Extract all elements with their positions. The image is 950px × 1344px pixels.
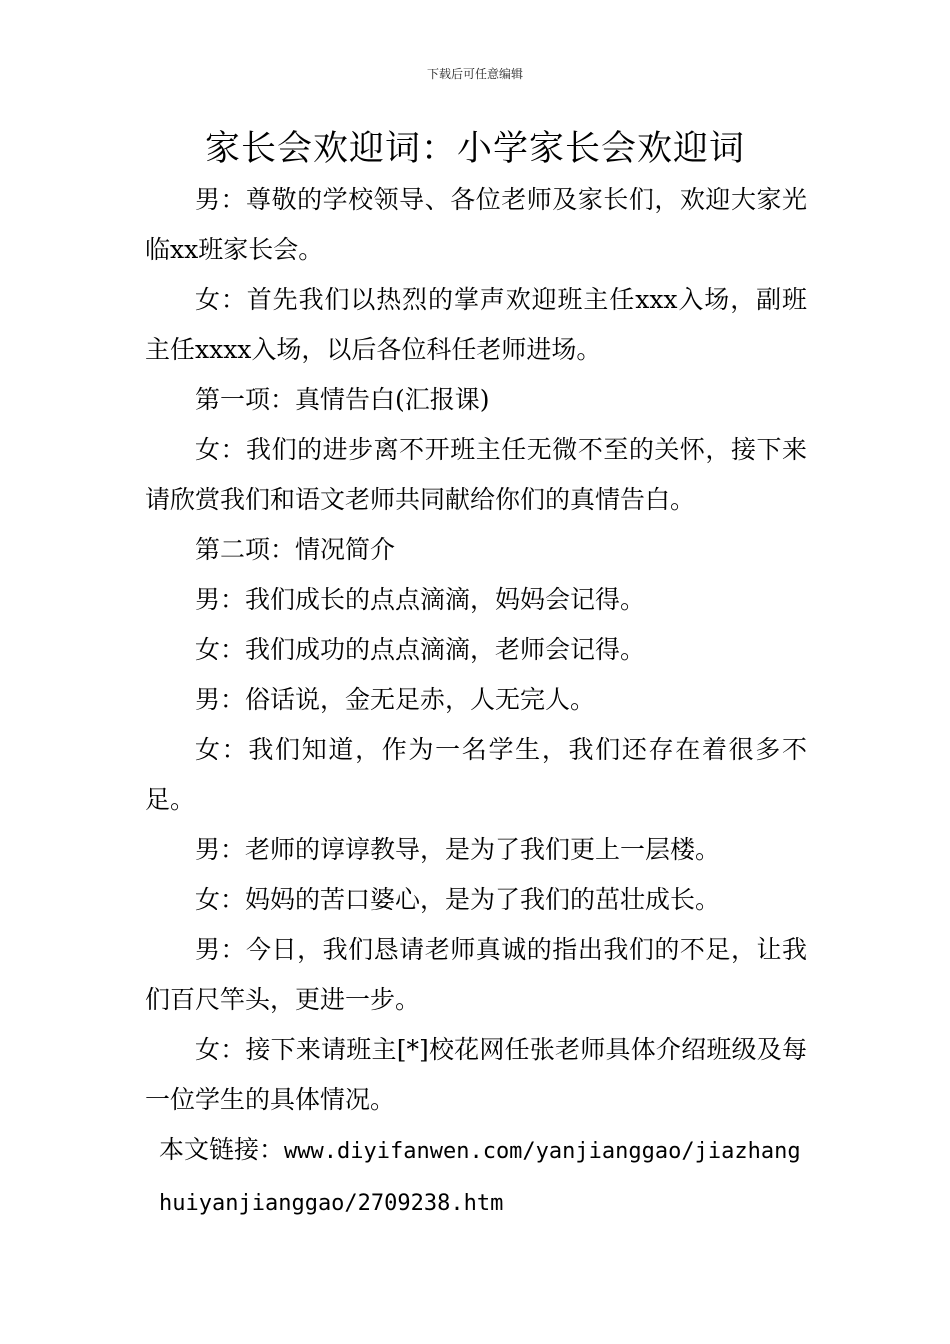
paragraph: 男：尊敬的学校领导、各位老师及家长们，欢迎大家光临xx班家长会。 [145, 185, 807, 264]
paragraph: 男：今日，我们恳请老师真诚的指出我们的不足，让我们百尺竿头，更进一步。 [145, 935, 807, 1014]
paragraph: 女：我们的进步离不开班主任无微不至的关怀，接下来请欣赏我们和语文老师共同献给你们的真情告白。 [145, 435, 807, 514]
paragraph: 男：我们成长的点点滴滴，妈妈会记得。 [195, 585, 646, 614]
source-link-line [145, 1125, 807, 1229]
paragraph: 女：首先我们以热烈的掌声欢迎班主任xxx入场，副班主任xxxx入场，以后各位科任老师进场。 [145, 285, 807, 364]
section-heading: 第一项：真情告白(汇报课) [195, 385, 490, 414]
document-title: 家长会欢迎词：小学家长会欢迎词 [204, 129, 745, 169]
paragraph: 男：俗话说，金无足赤，人无完人。 [195, 685, 596, 714]
paragraph: 女：我们成功的点点滴滴，老师会记得。 [195, 635, 646, 664]
paragraph: 女：接下来请班主[*]校花网任张老师具体介绍班级及每一位学生的具体情况。 [145, 1035, 807, 1114]
paragraph: 女：我们知道，作为一名学生，我们还存在着很多不足。 [145, 735, 807, 814]
paragraph: 男：老师的谆谆教导，是为了我们更上一层楼。 [195, 835, 721, 864]
source-label: 本文链接： [159, 1135, 285, 1164]
paragraph: 女：妈妈的苦口婆心，是为了我们的茁壮成长。 [195, 885, 721, 914]
document-body [145, 175, 807, 1229]
header-note: 下载后可任意编辑 [426, 67, 523, 81]
source-url: www.diyifanwen.com/yanjianggao/jiazhanghuiyanjianggao/2709238.htm [159, 1139, 801, 1216]
section-heading: 第二项：情况简介 [195, 535, 396, 564]
